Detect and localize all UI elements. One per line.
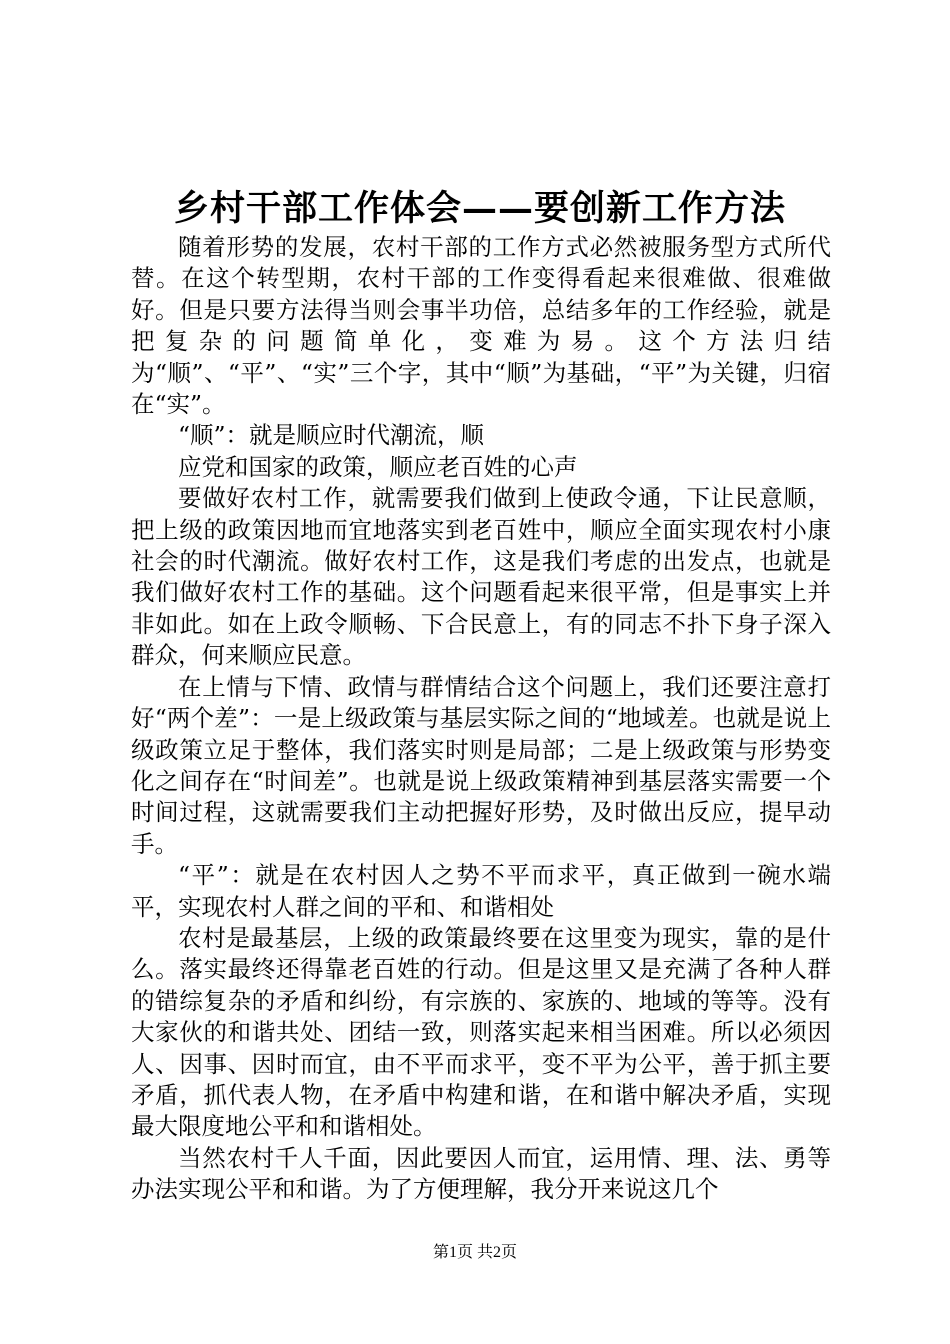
paragraph: 当然农村千人千面，因此要因人而宜，运用情、理、法、勇等办法实现公平和和谐。为了方便理解，我分开来说这几个 bbox=[131, 1143, 831, 1204]
paragraph: 应党和国家的政策，顺应老百姓的心声 bbox=[178, 452, 578, 481]
paragraph: “顺”：就是顺应时代潮流，顺 bbox=[178, 421, 485, 450]
paragraph: “平”：就是在农村因人之势不平而求平，真正做到一碗水端平，实现农村人群之间的平和、和谐相处 bbox=[131, 861, 831, 921]
paragraph: 随着形势的发展，农村干部的工作方式必然被服务型方式所代替。在这个转型期，农村干部的工作变得看起来很难做、很难做好。但是只要方法得当则会事半功倍，总结多年的工作经验，就是把复杂的问题简单化，变难为易。这个方法归结为“顺”、“平”、“实”三个字，其中“顺”为基础，“平”为关键，归宿在“实”。 bbox=[131, 233, 831, 419]
paragraph: 农村是最基层，上级的政策最终要在这里变为现实，靠的是什么。落实最终还得靠老百姓的行动。但是这里又是充满了各种人群的错综复杂的矛盾和纠纷，有宗族的、家族的、地域的等等。没有大家伙的和谐共处、团结一致，则落实起来相当困难。所以必须因人、因事、因时而宜，由不平而求平，变不平为公平，善于抓主要矛盾，抓代表人物，在矛盾中构建和谐，在和谐中解决矛盾，实现最大限度地公平和和谐相处。 bbox=[131, 923, 831, 1141]
document-body bbox=[131, 232, 831, 1206]
page-footer: 第1页 共2页 bbox=[432, 1244, 517, 1261]
paragraph: 要做好农村工作，就需要我们做到上使政令通，下让民意顺，把上级的政策因地而宜地落实到老百姓中，顺应全面实现农村小康社会的时代潮流。做好农村工作，这是我们考虑的出发点，也就是我们做好农村工作的基础。这个问题看起来很平常，但是事实上并非如此。如在上政令顺畅、下合民意上，有的同志不扑下身子深入群众，何来顺应民意。 bbox=[131, 484, 831, 670]
document-title: 乡村干部工作体会——要创新工作方法 bbox=[173, 188, 786, 229]
paragraph: 在上情与下情、政情与群情结合这个问题上，我们还要注意打好“两个差”：一是上级政策与基层实际之间的“地域差。也就是说上级政策立足于整体，我们落实时则是局部；二是上级政策与形势变化之间存在“时间差”。也就是说上级政策精神到基层落实需要一个时间过程，这就需要我们主动把握好形势，及时做出反应，提早动手。 bbox=[131, 672, 831, 858]
